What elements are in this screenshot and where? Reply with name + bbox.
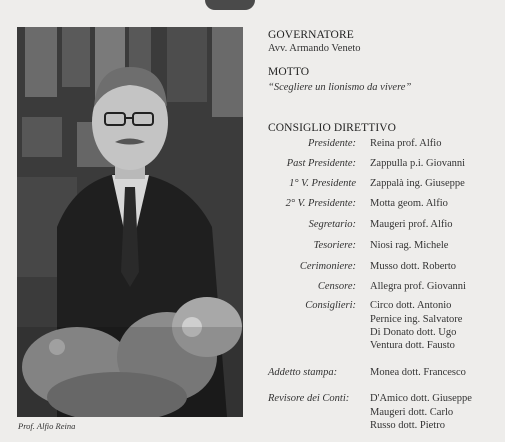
name-segretario: Maugeri prof. Alfio [370, 219, 453, 230]
role-segretario: Segretario: [308, 219, 356, 230]
role-tesoriere: Tesoriere: [313, 240, 356, 251]
name-consiglieri-3: Di Donato dott. Ugo [370, 327, 457, 338]
consiglio-heading: CONSIGLIO DIRETTIVO [268, 122, 397, 134]
role-censore: Censore: [317, 281, 356, 292]
role-consiglieri: Consiglieri: [305, 300, 356, 311]
name-revisore-2: Maugeri dott. Carlo [370, 407, 454, 418]
name-consiglieri-4: Ventura dott. Fausto [370, 340, 455, 351]
governatore-name: Avv. Armando Veneto [268, 43, 361, 54]
role-cerimoniere: Cerimoniere: [299, 261, 356, 272]
name-presidente: Reina prof. Alfio [370, 138, 442, 149]
motto-heading: MOTTO [268, 66, 310, 78]
motto-text: “Scegliere un lionismo da vivere” [268, 82, 412, 93]
name-past-presidente: Zappulla p.i. Giovanni [370, 158, 466, 169]
role-2-v-presidente: 2° V. Presidente: [285, 198, 356, 209]
governatore-heading: GOVERNATORE [268, 29, 354, 41]
top-tab-decoration [205, 0, 255, 10]
name-censore: Allegra prof. Giovanni [370, 281, 466, 292]
name-tesoriere: Niosi rag. Michele [370, 240, 449, 251]
role-addetto-stampa: Addetto stampa: [268, 367, 338, 378]
role-1-v-presidente: 1° V. Presidente [289, 178, 356, 189]
photo-caption: Prof. Alfio Reina [18, 421, 76, 431]
name-revisore-1: D'Amico dott. Giuseppe [370, 393, 472, 404]
name-revisore-3: Russo dott. Pietro [370, 420, 445, 431]
name-1-v-presidente: Zappalà ing. Giuseppe [370, 178, 465, 189]
name-consiglieri-2: Pernice ing. Salvatore [370, 314, 463, 325]
name-cerimoniere: Musso dott. Roberto [370, 261, 457, 272]
name-2-v-presidente: Motta geom. Alfio [370, 198, 448, 209]
role-past-presidente: Past Presidente: [286, 158, 356, 169]
name-consiglieri-1: Circo dott. Antonio [370, 300, 452, 311]
portrait-photo [17, 27, 243, 417]
role-revisore-conti: Revisore dei Conti: [268, 393, 350, 404]
name-addetto-stampa: Monea dott. Francesco [370, 367, 466, 378]
role-presidente: Presidente: [307, 138, 356, 149]
